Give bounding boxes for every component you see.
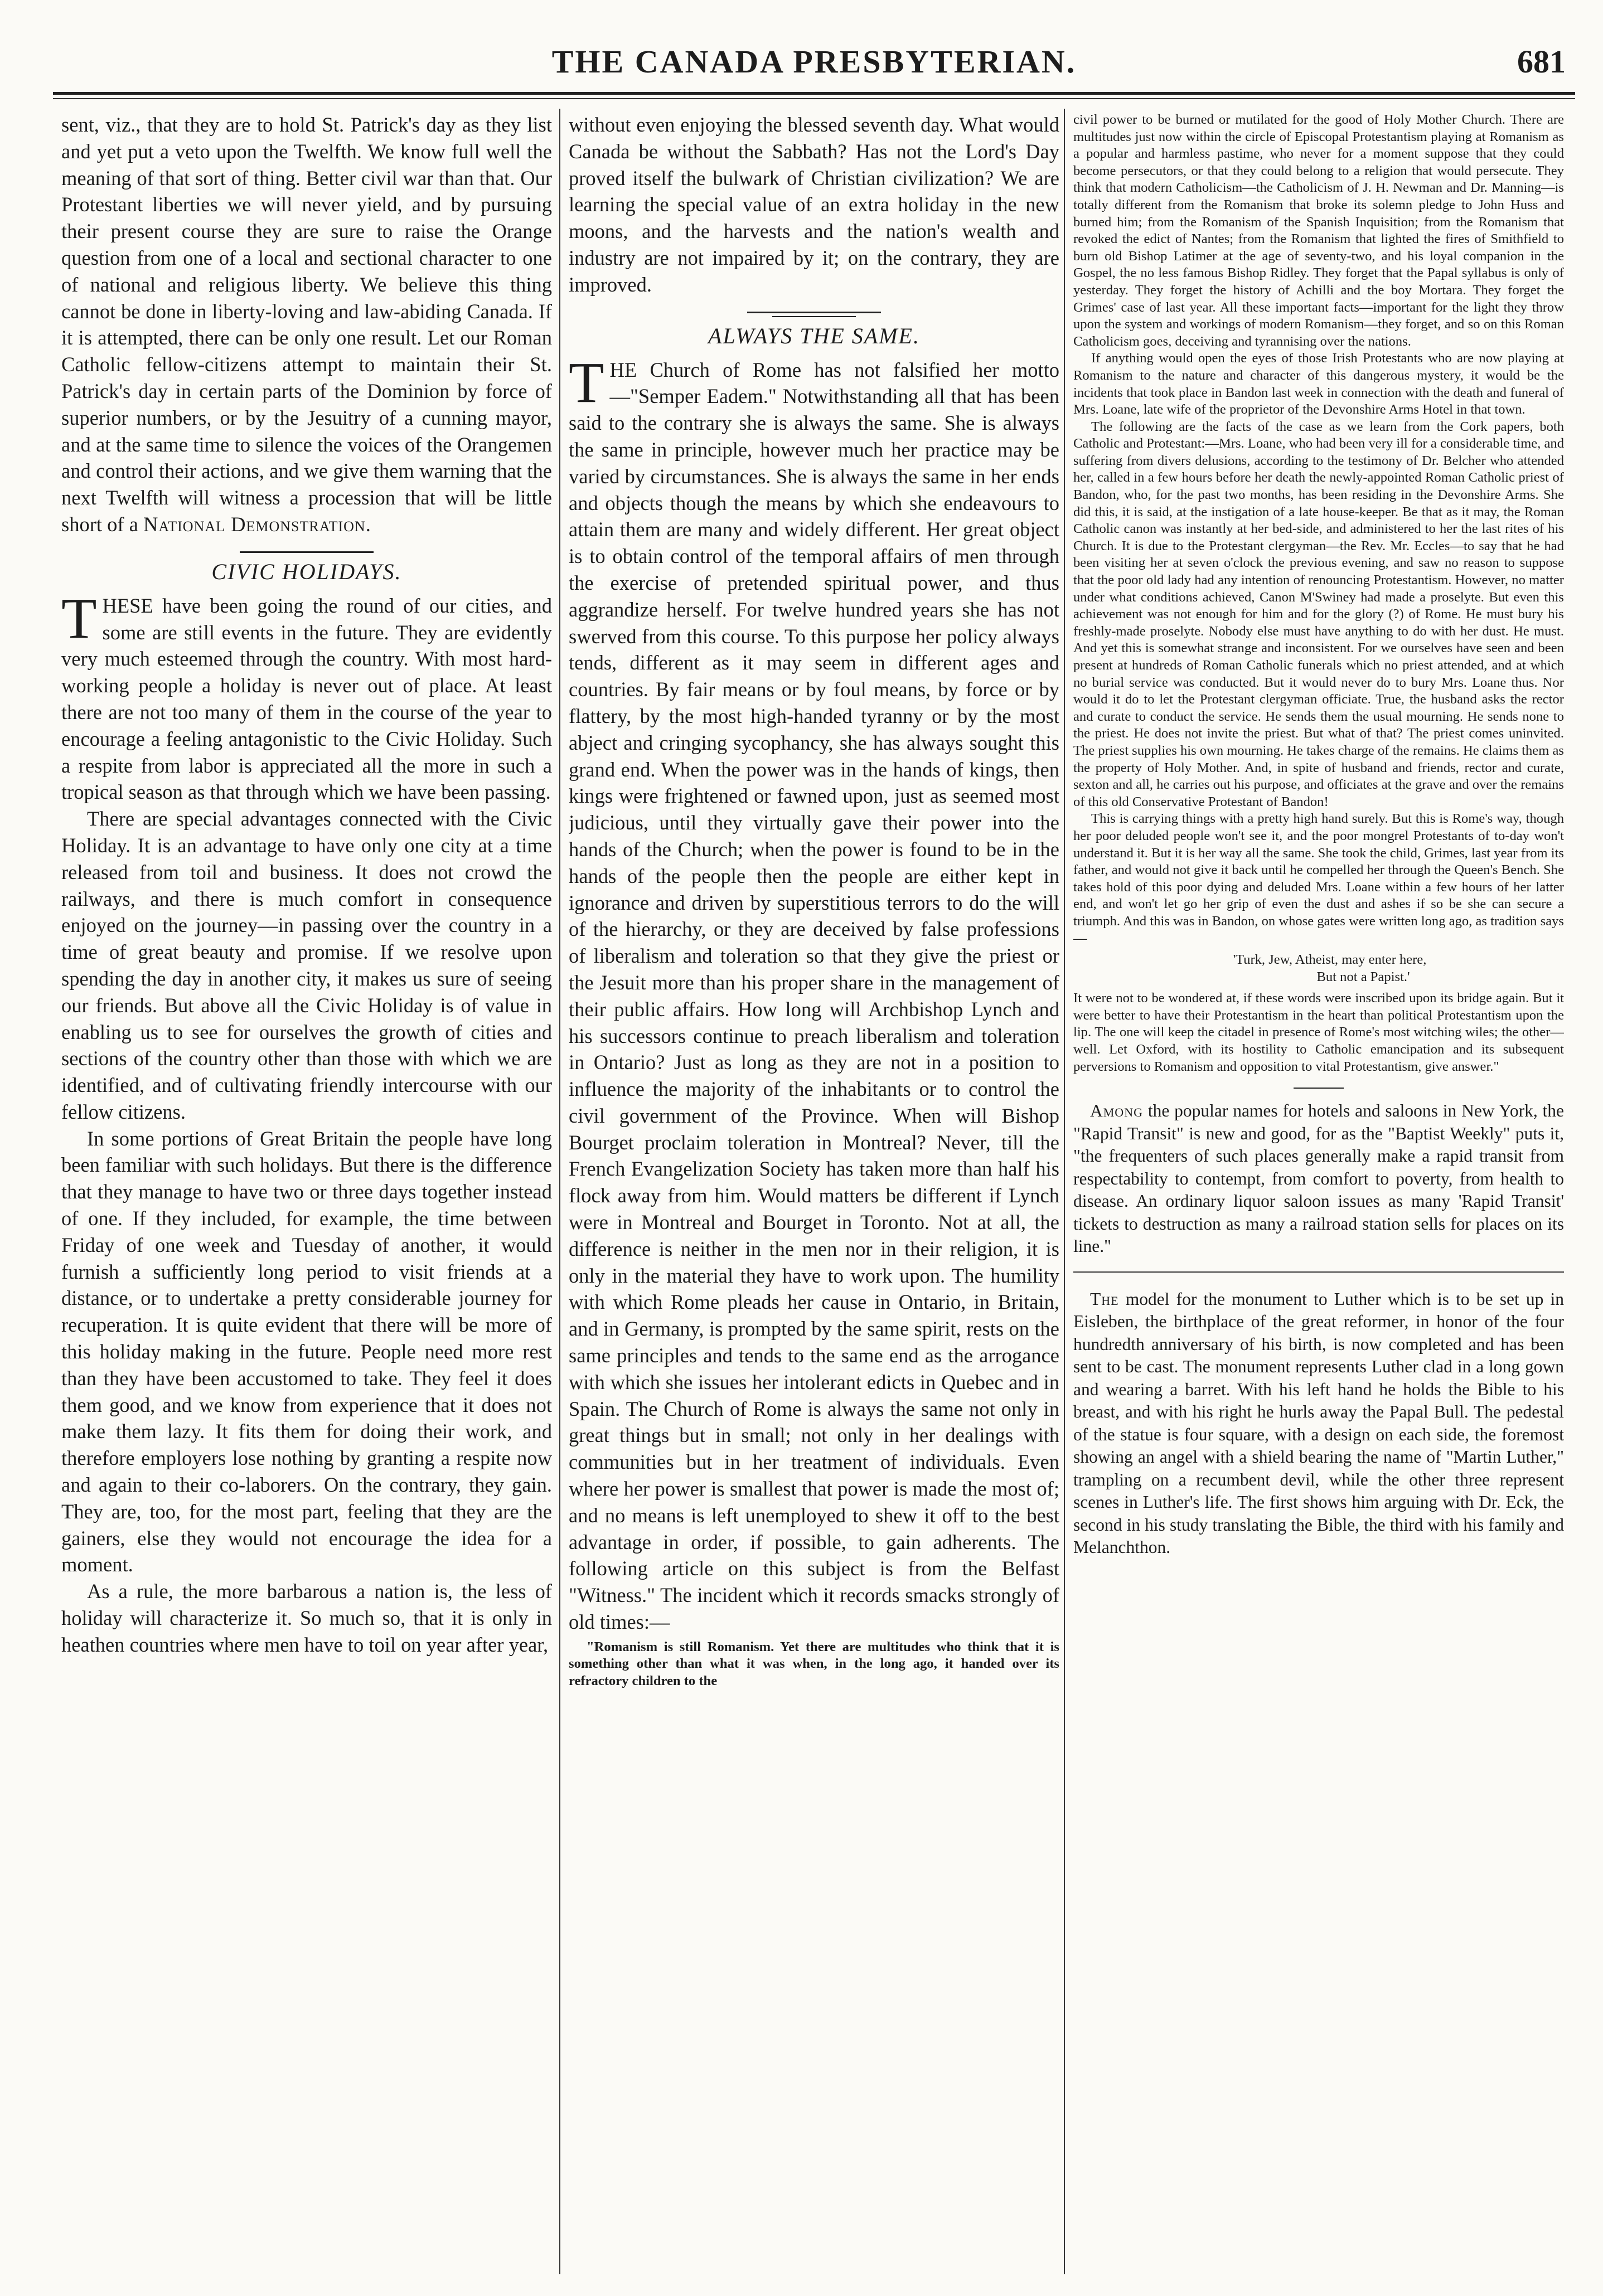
quote-paragraph: This is carrying things with a pretty high hand surely. But this is Rome's way, though her poor deluded people won't see it, and the poor mongrel Protestants of to-day won't understand it. But it is her way all the same. She took the child, Grimes, last year from its father, and would not give it back until he compelled her through the Queen's Bench. She takes hold of this poor dying and deluded Mrs. Loane within a few hours of her latter end, and won't let go her grip of even the dust and ashes if so be she can secure a triumph. And this was in Bandon, on whose gates were written long ago, as tradition says—: [1073, 811, 1564, 946]
article-paragraph: The model for the monument to Luther which is to be set up in Eisleben, the birthplace of the great reformer, in honor of the four hundredth anniversary of his birth, is now completed and has been sent to be cast. The monument represents Luther clad in a long gown and wearing a barret. With his left hand he holds the Bible to his breast, and with his right he hurls away the Papal Bull. The pedestal of the statue is four square, with a design on each side, the foremost showing an angel with a shield bearing the name of "Martin Luther," trampling on a recumbent devil, while the other three represent scenes in Luther's life. The first shows him arguing with Dr. Eck, the second in his study translating the Bible, the third with his family and Melanchthon.: [1073, 1289, 1564, 1557]
section-divider: [747, 312, 881, 313]
news-note-luther-monument: [1073, 1288, 1564, 1559]
article-paragraph: without even enjoying the blessed seventh day. What would Canada be without the Sabbath? Has not the Lord's Day proved itself the bulwark of Christian civilization? We are learning the special value of an extra holiday in the new moons, and the harvests and the nation's wealth and industry are not impaired by it; on the contrary, they are improved.: [569, 113, 1059, 296]
verse: [1073, 952, 1564, 986]
section-heading-civic-holidays: CIVIC HOLIDAYS.: [211, 559, 402, 584]
column-1: [61, 111, 552, 2274]
article-paragraph: There are special advantages connected with the Civic Holiday. It is an advantage to have only one city at a time released from toil and business. It does not crowd the railways, and there is much comfort in consequence enjoyed on the journey—in passing over the country in a time of great beauty and promise. If we resolve upon spending the day in another city, it makes us sure of seeing our friends. But above all the Civic Holiday is of value in enabling us to see for ourselves the growth of cities and sections of the country other than those with which we are identified, and of cultivating friendly intercourse with our fellow citizens.: [61, 807, 552, 1123]
quote-paragraph: "Romanism is still Romanism. Yet there are multitudes who think that it is something other than what it was when, in the long ago, it handed over its refractory children to the: [569, 1639, 1059, 1689]
section-divider: [1073, 1271, 1564, 1273]
drop-cap: T: [61, 586, 97, 651]
column-2: [569, 111, 1059, 2274]
section-heading-always-the-same: ALWAYS THE SAME.: [708, 323, 920, 348]
article-paragraph: THE Church of Rome has not falsified her motto—"Semper Eadem." Notwithstanding all that has been said to the contrary she is always the same. She is always the same in principle, however much her practice may be varied by circumstances. She is always the same in her ends and objects though the means by which she endeavours to attain them are many and widely different. Her great object is to obtain control of the temporal affairs of men through the exercise of pretended spiritual power, and thus aggrandize herself. For twelve hundred years she has not swerved from this course. To this purpose her policy always tends, different as it may seem in different ages and countries. By fair means or by foul means, by force or by flattery, by the most high-handed tyranny or by the most abject and cringing sycophancy, she has always sought this grand end. When the power was in the hands of kings, then kings were frightened or fawned upon, just as seemed most judicious, until they virtually gave their power into the hands of the Church; when the power is found to be in the hands of the people then the people are either kept in ignorance and driven by superstitious terrors to do the will of the hierarchy, or they are deceived by false professions of liberalism and toleration so that they give the priest or the Jesuit more than his proper share in the management of their public affairs. How long will Archbishop Lynch and his successors continue to preach liberalism and toleration in Ontario? Just as long as they are not in a position to influence the majority of the inhabitants or to control the civil government of the Province. When will Bishop Bourget proclaim toleration in Montreal? Never, till the French Evangelization Society has taken more than half his flock away from him. Would matters be different if Lynch were in Montreal and Bourget in Toronto. Not at all, the difference is neither in the men nor in their religion, it is only in the material they have to work upon. The humility with which Rome pleads her cause in Ontario, in Britain, and in Germany, is prompted by the same spirit, rests on the same principles and tends to the same end as the arrogance with which she issues her intolerant edicts in Quebec and in Spain. The Church of Rome is always the same not only in great things but in small; not only in her dealings with communities but in her treatment of individuals. Even where her power is smallest that power is made the most of; and no means is left unemployed to shew it off to the best advantage in order, if possible, to gain adherents. The following article on this subject is from the Belfast "Witness." The incident which it records smacks strongly of old times:—: [569, 350, 1059, 1634]
quote-paragraph: civil power to be burned or mutilated for the good of Holy Mother Church. There are multitudes just now within the circle of Episcopal Protestantism playing at Romanism as a popular and harmless pastime, who never for a moment suppose that they could become persecutors, or that they could belong to a religion that would persecute. They think that modern Catholicism—the Catholicism of J. H. Newman and Dr. Manning—is totally different from the Romanism that broke its solemn pledge to John Huss and burned him; from the Romanism of the Spanish Inquisition; from the Romanism that revoked the edict of Nantes; from the Romanism that lighted the fires of Smithfield to burn old Bishop Latimer at the age of seventy-two, and his loyal companion in the Gospel, the no less famous Bishop Ridley. They forget that the Papal syllabus is only of yesterday. They forget the history of Achilli and the boy Mortara. They forget the Grimes' case of last year. All these important facts—important for the light they throw upon the system and workings of modern Romanism—they forget, and so on this Roman Catholicism goes, deceiving and tyrannising over the nations.: [1073, 112, 1564, 349]
quote-paragraph: The following are the facts of the case as we learn from the Cork papers, both Catholic and Protestant:—Mrs. Loane, who had been very ill for a considerable time, and suffering from divers delusions, according to the testimony of Dr. Belcher who attended her, called in a few hours before her death the newly-appointed Roman Catholic priest of Bandon, who, for the past two months, has been residing in the Devonshire Arms. She did this, it is said, at the instigation of a late house-keeper. Be that as it may, the Roman Catholic canon was instantly at her bed-side, and administered to her the last rites of his Church. It is due to the Protestant clergyman—the Rev. Mr. Eccles—to say that he had been visiting her at seven o'clock the previous evening, and saw no reason to suppose that the poor old lady had any intention of renouncing Protestantism. However, no matter under what conditions achieved, Canon M'Swiney had made a proselyte. But even this achievement was not enough for him and for the glory (?) of Rome. He must bury his freshly-made proselyte. Nobody else must have anything to do with her dust. He must. And yet this is somewhat strange and inconsistent. For we ourselves have seen and been present at hundreds of Roman Catholic funerals which no priest attended, and at which no burial service was conducted. But it would never do to bury Mrs. Loane thus. Nor would it do to let the Protestant clergyman officiate. True, the husband asks the rector and curate to conduct the service. He sends them the usual mourning. He sends none to the priest. He does not invite the priest. But what of that? The priest comes uninvited. The priest supplies his own mourning. He takes charge of the remains. He claims them as the property of Holy Mother. And, in spite of husband and friends, rector and curate, sexton and all, he carries out his purpose, and officiates at the grave and over the remains of this old Conservative Protestant of Bandon!: [1073, 419, 1564, 809]
masthead-rule: [53, 92, 1575, 95]
article-paragraph: Among the popular names for hotels and saloons in New York, the "Rapid Transit" is new and good, for as the "Baptist Weekly" puts it, "the frequenters of such places generally make a rapid transit from respectability to contempt, from comfort to poverty, from health to disease. An ordinary liquor saloon issues as many 'Rapid Transit' tickets to destruction as many a railroad station sells for places on its line.": [1073, 1101, 1564, 1256]
verse-line: But not a Papist.': [1316, 969, 1410, 984]
masthead: [56, 31, 1572, 98]
column-divider: [1064, 109, 1065, 2274]
quoted-article-continued: [1073, 111, 1564, 1075]
verse-line: 'Turk, Jew, Atheist, may enter here,: [1233, 952, 1427, 968]
news-note-rapid-transit: [1073, 1100, 1564, 1258]
article-paragraph: THESE have been going the round of our cities, and some are still events in the future. They are evidently very much esteemed through the country. With most hard-working people a holiday is never out of place. At least there are not too many of them in the course of the year to encourage a feeling antagonistic to the Civic Holiday. Such a respite from labor is appreciated all the more in such a tropical season as that through which we have been passing.: [61, 586, 552, 804]
page-number: 681: [1517, 43, 1566, 80]
column-divider: [559, 109, 560, 2274]
article-paragraph: As a rule, the more barbarous a nation is, the less of holiday will characterize it. So much so, that it is only in heathen countries where men have to toil on year after year,: [61, 1580, 552, 1656]
column-3: [1073, 111, 1564, 2274]
article-paragraph: In some portions of Great Britain the people have long been familiar with such holidays. But there is the difference that they manage to have two or three days together instead of one. If they included, for example, the time between Friday of one week and Tuesday of another, it would furnish a sufficiently long period to visit friends at a distance, or to undertake a pretty considerable journey for recuperation. It is quite evident that there will be more of this holiday making in the future. People need more rest than they have been accustomed to take. They feel it does them good, and we know from experience that it does not make them lazy. It fits them for doing their work, and therefore employers lose nothing by granting a respite now and again to their co-laborers. On the contrary, they gain. They are, too, for the most part, feeling that they are the gainers, else they would not encourage the idea for a moment.: [61, 1127, 552, 1576]
quote-paragraph: If anything would open the eyes of those Irish Protestants who are now playing at Romanism to the nature and character of this dangerous mystery, it would be the incidents that took place in Bandon last week in connection with the death and funeral of Mrs. Loane, late wife of the proprietor of the Devonshire Arms Hotel in that town.: [1073, 351, 1564, 418]
drop-cap: T: [569, 350, 604, 415]
quote-paragraph: It were not to be wondered at, if these words were inscribed upon its bridge again. But it were better to have their Protestantism in the heart than political Protestantism upon the lip. The one will keep the citadel in presence of Rome's most witching wiles; the other—well. Let Oxford, with its hostility to Catholic emancipation and its subsequent perversions to Romanism and opposition to vital Protestantism, give answer.": [1073, 991, 1564, 1074]
article-paragraph: sent, viz., that they are to hold St. Patrick's day as they list and yet put a veto upon the Twelfth. We know full well the meaning of that sort of thing. Better civil war than that. Our Protestant liberties we will never yield, and by pursuing their present course they are sure to raise the Orange question from one of a local and sectional character to one of national and religious liberty. We believe this thing cannot be done in liberty-loving and law-abiding Canada. If it is attempted, there can be only one result. Let our Roman Catholic fellow-citizens attempt to maintain their St. Patrick's day in certain parts of the Dominion by force of superior numbers, or by the Jesuitry of a cunning mayor, and at the same time to silence the voices of the Orangemen and control their actions, and we give them warning that the next Twelfth will witness a procession that will be little short of a National Demonstration.: [61, 113, 552, 536]
section-divider: [240, 551, 374, 553]
section-divider-thin: [772, 316, 856, 317]
section-divider: [1294, 1088, 1344, 1089]
quoted-article: [569, 1639, 1059, 1690]
newspaper-title: THE CANADA PRESBYTERIAN.: [551, 43, 1077, 80]
masthead-rule-thin: [53, 98, 1575, 99]
